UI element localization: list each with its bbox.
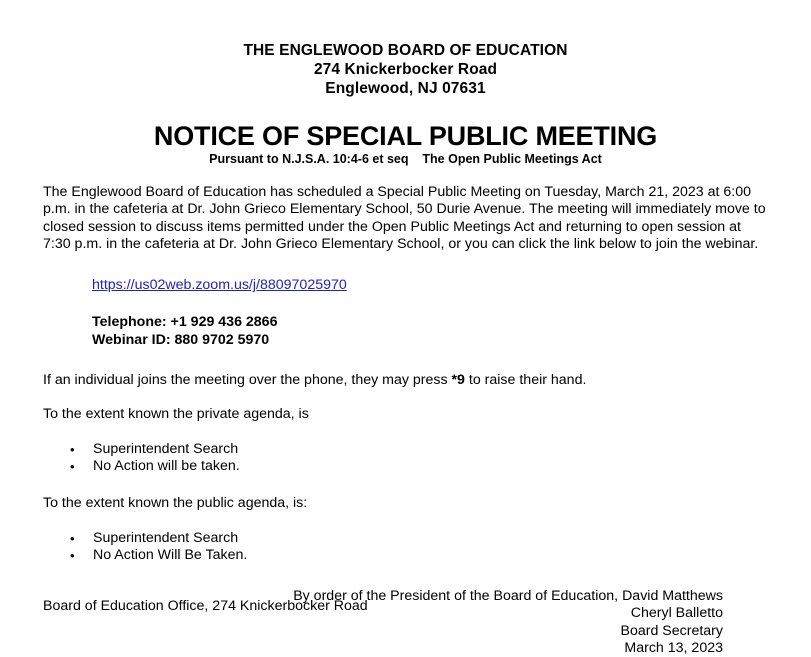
public-agenda-list <box>43 530 768 565</box>
bullet-icon: • <box>70 458 75 474</box>
list-item <box>43 441 768 458</box>
spacer <box>43 349 768 372</box>
letterhead-city-state-zip: Englewood, NJ 07631 <box>325 80 486 97</box>
page-title: NOTICE OF SPECIAL PUBLIC MEETING <box>153 121 658 151</box>
spacer <box>43 475 768 495</box>
letterhead <box>0 0 811 98</box>
list-item <box>43 530 768 547</box>
signature-date: March 13, 2023 <box>624 640 723 657</box>
by-order-line: By order of the President of the Board of Education, David Matthews <box>293 588 723 605</box>
webinar-id-line: Webinar ID: 880 9702 5970 <box>92 331 270 348</box>
zoom-meeting-link[interactable]: https://us02web.zoom.us/j/88097025970 <box>92 277 347 294</box>
letterhead-street-address: 274 Knickerbocker Road <box>313 61 498 78</box>
spacer <box>43 513 768 530</box>
signatory-role: Board Secretary <box>620 622 723 639</box>
letterhead-organization: THE ENGLEWOOD BOARD OF EDUCATION <box>243 42 568 59</box>
phone-instruction-paragraph <box>43 372 768 389</box>
title-block <box>0 121 811 167</box>
spacer <box>43 253 768 276</box>
public-agenda-heading: To the extent known the public agenda, is: <box>43 495 308 512</box>
list-item-label: Superintendent Search <box>93 529 239 546</box>
intro-paragraph: The Englewood Board of Education has scheduled a Special Public Meeting on Tuesday, March 21, 2023 at 6:00 p.m. in the cafeteria at Dr. John Grieco Elementary School, 50 Durie Avenue. The meeting will immediately move to closed session to discuss items permitted under the Open Public Meetings Act and returning to open session at 7:30 p.m. in the cafeteria at Dr. John Grieco Elementary School, or you can click the link below to join the webinar. <box>43 184 766 252</box>
telephone-line: Telephone: +1 929 436 2866 <box>92 314 278 331</box>
spacer <box>92 294 768 314</box>
list-item-label: Superintendent Search <box>93 440 239 457</box>
webinar-details <box>43 276 768 349</box>
statute-subtitle: Pursuant to N.J.S.A. 10:4-6 et seq The Open Public Meetings Act <box>209 152 602 166</box>
list-item-label: No Action Will Be Taken. <box>93 546 248 563</box>
bullet-icon: • <box>70 441 75 457</box>
bullet-icon: • <box>70 547 75 563</box>
clipped-footer-line: Board of Education Office, 274 Knickerbocker Road <box>43 598 368 614</box>
keypress-code: *9 <box>451 372 465 389</box>
phone-instruction-prefix: If an individual joins the meeting over the phone, they may press <box>43 372 452 389</box>
signatory-name: Cheryl Balletto <box>630 605 723 622</box>
list-item-label: No Action will be taken. <box>93 457 240 474</box>
list-item <box>43 547 768 564</box>
private-agenda-list <box>43 441 768 476</box>
phone-instruction-suffix: to raise their hand. <box>464 372 587 389</box>
list-item <box>43 458 768 475</box>
private-agenda-heading: To the extent known the private agenda, is <box>43 406 309 423</box>
bullet-icon: • <box>70 530 75 546</box>
document-body <box>0 184 811 657</box>
spacer <box>43 389 768 406</box>
spacer <box>43 424 768 441</box>
